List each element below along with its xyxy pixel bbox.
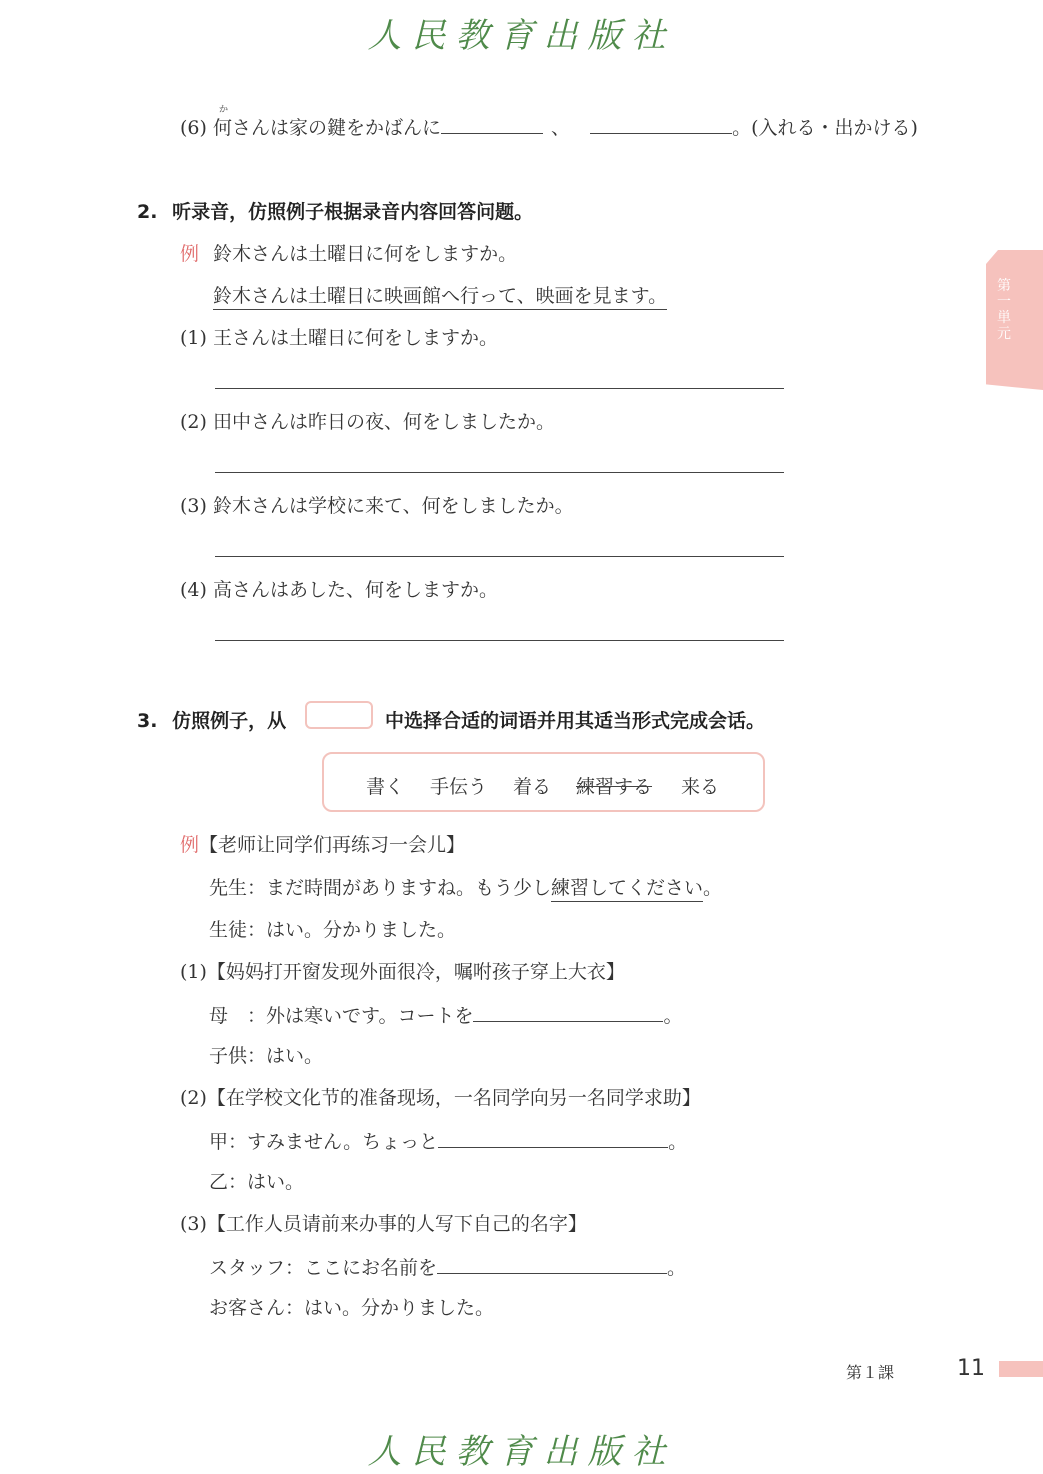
lesson-label: 第１課 [846,1363,895,1382]
q3-heading-part2: 中选择合适的词语并用其适当形式完成会话。 [385,710,766,732]
example-question-text: 鈴木さんは土曜日に何をしますか。 [213,243,518,265]
q2-example-question [180,239,517,266]
q1-item-6 [180,111,918,140]
word-kuru: 来る [681,776,720,798]
q3-item-1-context [180,957,625,984]
item-context: 【在学校文化节的准备现场，一名同学向另一名同学求助】 [206,1087,701,1109]
item-number: (2) [180,1087,207,1109]
q3-heading-part1 [137,706,286,733]
q2-heading [137,197,533,224]
item-number: (6) [180,117,207,139]
item-number: (4) [180,579,207,601]
item-number: (3) [180,1213,207,1235]
answer-blank[interactable] [437,1251,667,1274]
word-box-reference [305,701,373,729]
item-number: (1) [180,961,207,983]
answer-line-1[interactable] [215,388,784,389]
publisher-logo-footer: 人民教育出版社 [367,1432,676,1472]
item-context: 【妈妈打开窗发现外面很冷，嘱咐孩子穿上大衣】 [206,961,625,983]
item-question: 王さんは土曜日に何をしますか。 [212,327,498,349]
dialogue-text: 母 ：外は寒いです。コートを [209,1005,474,1027]
q3-item-2-line1 [209,1125,687,1154]
q2-instruction: 听录音，仿照例子根据录音内容回答问题。 [172,201,534,223]
q2-example-answer [213,281,667,308]
example-context-text: 【老师让同学们再练习一会儿】 [199,834,466,856]
furigana: か [219,105,229,115]
q3-example-context [180,830,465,857]
item-number: (1) [180,327,207,349]
word-kaku: 書く [366,776,405,798]
answer-blank-1[interactable] [441,111,543,134]
item-context: 【工作人员请前来办事的人写下自己的名字】 [206,1213,587,1235]
q3-item-3-line1 [209,1251,686,1280]
q2-item-4 [180,575,498,602]
dialogue-end: 。 [668,1131,688,1153]
q3-item-1-line1 [209,999,683,1028]
q2-number: 2. [137,201,158,223]
item-number: (2) [180,411,207,433]
dialogue-end: 。 [663,1005,683,1027]
q3-instruction-start: 仿照例子，从 [172,710,287,732]
example-answer: 練習してください [551,877,703,902]
dialogue-text: スタッフ：ここにお名前を [209,1257,438,1279]
word-renshuu-suru-used: 練習する [576,776,653,798]
q3-item-2-context [180,1083,701,1110]
item-end: 。(入れる・出かける) [732,117,918,139]
page-number: 11 [957,1356,985,1381]
answer-blank[interactable] [438,1125,668,1148]
item-number: (3) [180,495,207,517]
unit-side-tab-label: 第一単元 [997,278,1011,342]
dialogue-end: 。 [703,877,723,899]
item-question: 鈴木さんは学校に来て、何をしましたか。 [212,495,574,517]
item-text: 何さんは家の鍵をかばんに [212,117,441,139]
item-question: 田中さんは昨日の夜、何をしましたか。 [212,411,555,433]
q3-item-1-line2: 子供：はい。 [209,1045,324,1067]
q3-example-line2: 生徒：はい。分かりました。 [209,919,457,941]
word-kiru: 着る [513,776,552,798]
dialogue-end: 。 [667,1257,687,1279]
publisher-logo-header: 人民教育出版社 [367,16,676,56]
example-answer-text: 鈴木さんは土曜日に映画館へ行って、映画を見ます。 [213,285,667,310]
q2-item-2 [180,407,555,434]
q3-number: 3. [137,710,158,732]
q3-example-line1 [209,873,722,900]
example-label: 例 [180,243,200,265]
q3-item-3-context [180,1209,587,1236]
example-label: 例 [180,834,200,856]
separator-comma: 、 [551,117,571,139]
q2-item-3 [180,491,574,518]
answer-blank-2[interactable] [590,111,732,134]
answer-line-4[interactable] [215,640,784,641]
item-question: 高さんはあした、何をしますか。 [212,579,498,601]
answer-line-3[interactable] [215,556,784,557]
q3-item-3-line2: お客さん：はい。分かりました。 [209,1297,495,1319]
answer-blank[interactable] [473,999,663,1022]
q3-item-2-line2: 乙：はい。 [209,1171,305,1193]
q2-item-1 [180,323,498,350]
answer-line-2[interactable] [215,472,784,473]
dialogue-text: 甲：すみません。ちょっと [209,1131,439,1153]
word-tetsudau: 手伝う [430,776,488,798]
page-number-bar [999,1361,1043,1377]
dialogue-prefix: 先生：まだ時間がありますね。もう少し [209,877,552,899]
